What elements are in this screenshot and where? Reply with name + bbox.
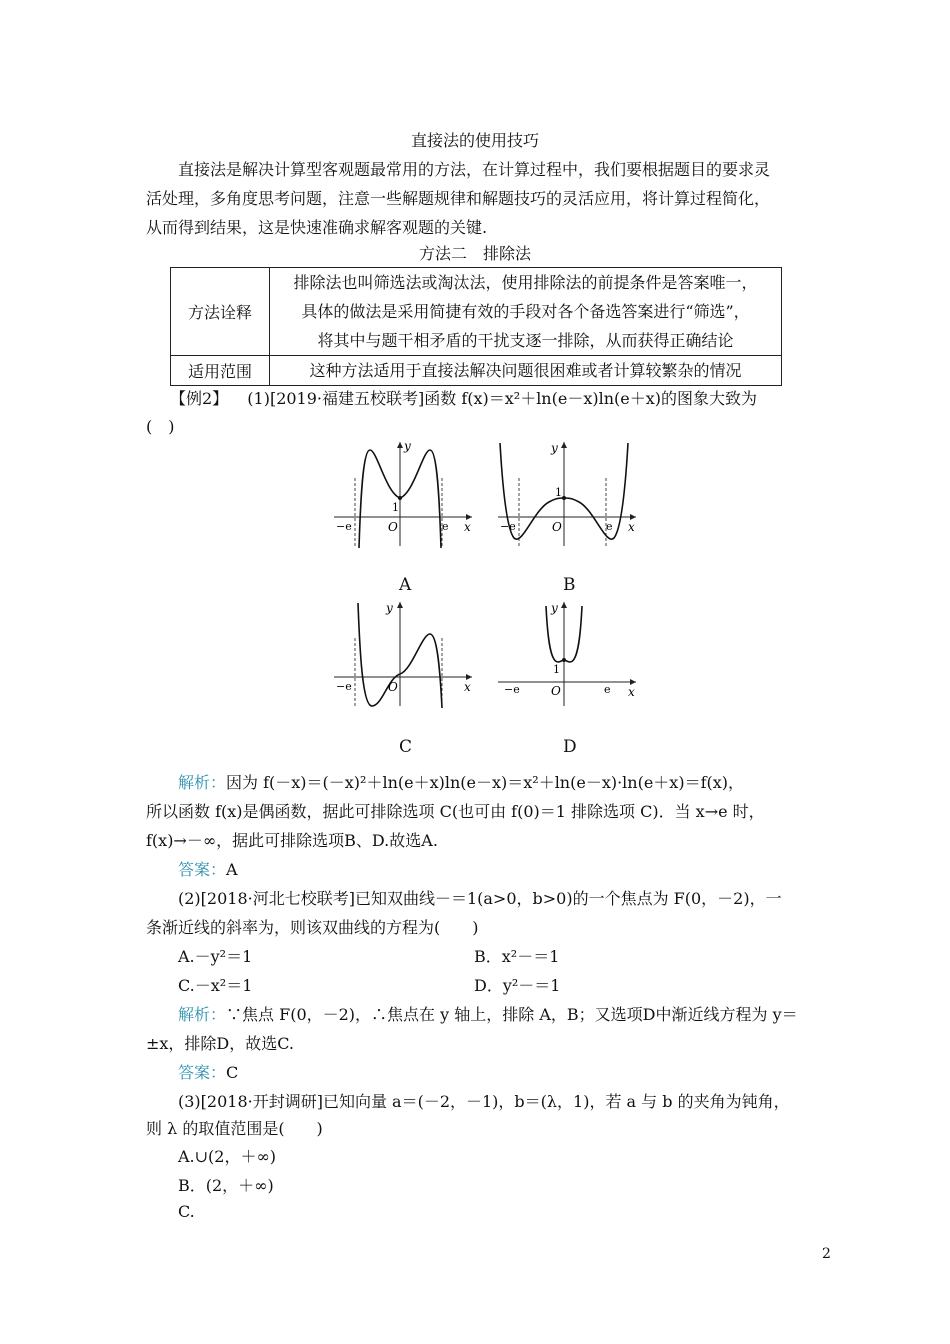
e-label: e — [606, 520, 613, 533]
question-2-line-1: (2)[2018·河北七校联考]已知双曲线－＝1(a>0，b>0)的一个焦点为 F(0，－2)，一 — [178, 889, 782, 908]
method-title: 方法二 排除法 — [418, 244, 531, 263]
answer-2 — [178, 1060, 238, 1083]
y-arrow — [397, 442, 403, 448]
answer-1 — [178, 857, 238, 880]
graph-c — [330, 598, 480, 710]
question-3-line-1: (3)[2018·开封调研]已知向量 a＝(－2，－1)，b＝(λ，1)，若 a 与 b 的夹角为钝角， — [178, 1092, 790, 1111]
question-1-paren: ( ) — [146, 417, 175, 436]
y-arrow — [397, 602, 403, 608]
graph-d — [494, 598, 644, 710]
intro-line-1: 直接法是解决计算型客观题最常用的方法，在计算过程中，我们要根据题目的要求灵 — [178, 160, 771, 179]
graph-label-b: B — [563, 575, 576, 595]
question-1-text: (1)[2019·福建五校联考]函数 f(x)＝x²＋ln(e－x)ln(e＋x)的图象大致为 — [247, 389, 757, 408]
table-scope-text: 这种方法适用于直接法解决问题很困难或者计算较繁杂的情况 — [270, 356, 782, 386]
solution-label: 解析： — [178, 773, 227, 792]
table-row — [171, 356, 782, 386]
solution-label: 解析： — [178, 1005, 227, 1024]
option-c: C. — [178, 1202, 195, 1221]
answer-label: 答案： — [178, 1063, 227, 1082]
intro-line-2: 活处理，多角度思考问题，注意一些解题规律和解题技巧的灵活应用，将计算过程简化， — [146, 189, 771, 208]
graph-b — [494, 438, 644, 550]
origin-label: O — [388, 680, 398, 694]
answer-value: C — [226, 1063, 239, 1082]
graph-a — [330, 438, 480, 550]
neg-e-label: −e — [500, 520, 516, 533]
answer-label: 答案： — [178, 860, 227, 879]
section-heading: 直接法的使用技巧 — [410, 131, 539, 150]
example-tag: 【例2】 — [170, 389, 229, 408]
method-table — [170, 267, 782, 386]
y-label: y — [551, 601, 558, 615]
option-d: D．y²－＝1 — [474, 976, 561, 995]
question-3-line-2: 则 λ 的取值范围是( ) — [146, 1119, 323, 1138]
graph-label-c: C — [399, 737, 413, 757]
intro-line-3: 从而得到结果，这是快速准确求解客观题的关键. — [146, 218, 488, 237]
one-label: 1 — [553, 663, 560, 676]
answer-value: A — [226, 860, 238, 879]
neg-e-label: −e — [504, 683, 520, 696]
y-label: y — [404, 439, 411, 453]
option-b: B．(2，＋∞) — [178, 1176, 274, 1195]
table-row — [171, 268, 782, 356]
one-label: 1 — [555, 486, 562, 499]
x-label: x — [464, 520, 471, 534]
e-label: e — [604, 683, 611, 696]
table-explain-line-1: 排除法也叫筛选法或淘汰法，使用排除法的前提条件是答案唯一， — [293, 273, 758, 292]
one-label: 1 — [392, 501, 399, 514]
option-b: B．x²－＝1 — [474, 947, 560, 966]
graph-label-d: D — [563, 737, 577, 757]
page-number: 2 — [822, 1246, 831, 1262]
neg-e-label: −e — [336, 520, 352, 533]
option-a: A.∪(2，＋∞) — [178, 1147, 277, 1166]
origin-label: O — [551, 684, 561, 698]
y-arrow — [561, 442, 567, 448]
x-label: x — [628, 685, 635, 699]
example-question-1 — [170, 386, 757, 409]
origin-label: O — [552, 520, 562, 534]
table-label-scope: 适用范围 — [171, 356, 270, 386]
y-label: y — [551, 441, 558, 455]
solution-2-line-2: ±x，排除D，故选C. — [146, 1034, 295, 1053]
solution-2-line-1 — [178, 1002, 798, 1025]
y-label: y — [386, 601, 393, 615]
y-arrow — [561, 602, 567, 608]
option-c: C.－x²＝1 — [178, 976, 253, 995]
solution-1-line-3: f(x)→－∞，据此可排除选项B、D.故选A. — [146, 831, 438, 850]
solution-1-line-2: 所以函数 f(x)是偶函数，据此可排除选项 C(也可由 f(0)＝1 排除选项 C)．当 x→e 时， — [146, 802, 765, 821]
question-2-line-2: 条渐近线的斜率为，则该双曲线的方程为( ) — [146, 918, 479, 937]
x-label: x — [628, 520, 635, 534]
point — [562, 496, 566, 500]
table-explain-cell — [270, 268, 782, 356]
table-explain-line-3: 将其中与题干相矛盾的干扰支逐一排除，从而获得正确结论 — [317, 331, 734, 350]
graph-label-a: A — [399, 575, 412, 595]
table-explain-line-2: 具体的做法是采用简捷有效的手段对各个备选答案进行“筛选”， — [301, 302, 750, 321]
point — [398, 496, 402, 500]
e-label: e — [442, 520, 449, 533]
neg-e-label: −e — [336, 680, 352, 693]
solution-text: 因为 f(－x)＝(－x)²＋ln(e＋x)ln(e－x)＝x²＋ln(e－x)·ln(e＋x)＝f(x)， — [226, 773, 745, 792]
origin-label: O — [388, 520, 398, 534]
table-label-explain: 方法诠释 — [171, 268, 270, 356]
solution-text: ∵焦点 F(0，－2)，∴焦点在 y 轴上，排除 A，B；又选项D中渐近线方程为 y＝ — [226, 1005, 798, 1024]
point — [562, 658, 566, 662]
option-a: A.－y²＝1 — [178, 947, 253, 966]
solution-1-line-1 — [178, 770, 744, 793]
x-label: x — [464, 680, 471, 694]
